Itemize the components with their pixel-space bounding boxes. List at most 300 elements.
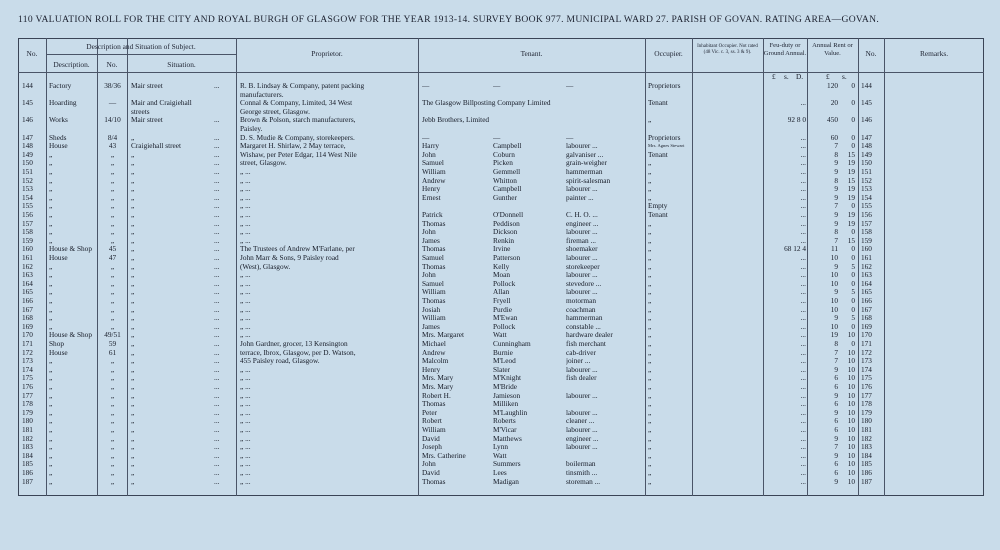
row-number-right: 180: [861, 417, 872, 426]
row-situation: „: [131, 211, 135, 219]
row-tenant-first: Patrick: [422, 211, 443, 219]
row-number: 145: [22, 99, 33, 108]
row-number: 184: [22, 451, 33, 460]
row-occupier: „: [648, 340, 652, 348]
row-number-right: 149: [861, 150, 872, 159]
row-number-right: 157: [861, 219, 872, 228]
row-occupier: „: [648, 297, 652, 305]
row-proprietor: „ ...: [240, 391, 251, 400]
row-street-number: 43: [108, 142, 117, 151]
row-situation-dots: ...: [214, 279, 220, 288]
row-tenant-last: M'Leod: [493, 357, 516, 366]
row-description: House: [49, 254, 68, 262]
row-tenant-first: William: [422, 288, 446, 297]
row-tenant-occupation: hardware dealer: [566, 331, 613, 340]
row-situation-dots: ...: [214, 374, 220, 383]
row-tenant-first: —: [422, 133, 430, 142]
row-occupier: „: [648, 288, 652, 297]
row-tenant-last: —: [493, 82, 501, 90]
row-feu: ...: [800, 202, 806, 211]
row-rent-pounds: 9: [834, 219, 838, 228]
row-tenant-last: Whitton: [493, 176, 517, 185]
row-tenant-first: Thomas: [422, 245, 446, 254]
row-number-right: 167: [861, 305, 872, 314]
row-number: 175: [22, 374, 33, 383]
row-situation: „: [131, 365, 135, 374]
row-number: 181: [22, 426, 33, 434]
row-feu: ...: [800, 211, 806, 219]
row-description: „: [49, 288, 53, 297]
row-situation-dots: ...: [214, 469, 220, 477]
row-tenant-occupation: —: [566, 133, 574, 142]
row-rent-shillings: 19: [847, 168, 855, 176]
row-tenant-first: Robert H.: [422, 391, 451, 400]
rule-feu: [807, 38, 808, 496]
row-rent-shillings: 5: [851, 288, 855, 297]
row-proprietor: R. B. Lindsay & Company, patent packing: [240, 82, 365, 90]
row-street-number: „: [110, 460, 115, 469]
feu-pence-mark: D.: [796, 73, 804, 81]
row-situation-dots: ...: [214, 228, 220, 237]
row-tenant-last: M'Bride: [493, 383, 518, 391]
row-situation-dots: ...: [214, 477, 220, 486]
row-number: 182: [22, 434, 33, 443]
row-number-right: 176: [861, 383, 872, 391]
row-street-number: „: [110, 365, 115, 374]
row-number-right: 152: [861, 176, 872, 185]
row-proprietor: „ ...: [240, 417, 251, 426]
row-description: Hoarding: [49, 99, 77, 108]
row-tenant-first: Jebb Brothers, Limited: [422, 116, 490, 125]
row-description: „: [49, 443, 53, 452]
row-rent-shillings: 15: [847, 236, 855, 245]
row-description: „: [49, 374, 53, 383]
row-tenant-occupation: boilerman: [566, 460, 596, 469]
row-situation: „: [131, 331, 135, 340]
rule-situation: [236, 38, 237, 496]
row-tenant-occupation: cab-driver: [566, 348, 596, 357]
row-situation-dots: ...: [214, 211, 220, 219]
row-description: House: [49, 348, 68, 357]
row-tenant-first: Malcolm: [422, 357, 449, 366]
rule-no-right: [884, 38, 885, 496]
row-number: 157: [22, 219, 33, 228]
row-situation-dots: ...: [214, 348, 220, 357]
row-proprietor: „ ...: [240, 314, 251, 323]
row-tenant-first: William: [422, 314, 446, 323]
row-tenant-first: James: [422, 236, 440, 245]
row-tenant-last: Lynn: [493, 443, 508, 452]
row-situation: „: [131, 150, 135, 159]
row-situation-dots: ...: [214, 365, 220, 374]
row-proprietor: „ ...: [240, 451, 251, 460]
row-street-number: „: [110, 314, 115, 323]
row-street-number: 61: [108, 348, 117, 357]
row-tenant-occupation: —: [566, 82, 574, 90]
row-occupier: „: [648, 314, 652, 323]
row-street-number: „: [110, 279, 115, 288]
row-tenant-last: Peddison: [493, 219, 520, 228]
row-proprietor: The Trustees of Andrew M'Farlane, per: [240, 245, 355, 254]
row-rent-shillings: 10: [847, 383, 855, 391]
row-occupier: „: [648, 279, 652, 288]
row-proprietor: „ ...: [240, 469, 251, 477]
row-tenant-occupation: joiner ...: [566, 357, 591, 366]
rent-pound-mark: £: [826, 73, 830, 81]
row-feu: ...: [800, 99, 806, 108]
row-proprietor: George street, Glasgow.: [240, 107, 310, 116]
row-rent-pounds: 7: [834, 236, 838, 245]
row-number: 155: [22, 202, 33, 211]
row-number: 177: [22, 391, 33, 400]
row-tenant-occupation: hammerman: [566, 168, 603, 176]
row-tenant-last: Allan: [493, 288, 510, 297]
row-number: 165: [22, 288, 33, 297]
col-header-desc-group: Description and Situation of Subject.: [86, 42, 196, 51]
row-feu: 92 8 0: [787, 116, 806, 125]
row-description: „: [49, 262, 53, 271]
row-street-number: „: [110, 426, 115, 434]
row-rent-pounds: 9: [834, 314, 838, 323]
row-situation-dots: ...: [214, 391, 220, 400]
row-proprietor: „ ...: [240, 331, 251, 340]
row-street-number: 8/4: [107, 133, 118, 142]
row-feu: ...: [800, 451, 806, 460]
row-tenant-first: David: [422, 434, 440, 443]
col-header-remarks: Remarks.: [919, 49, 949, 58]
row-number-right: 183: [861, 443, 872, 452]
row-tenant-first: Mrs. Catherine: [422, 451, 466, 460]
row-number-right: 165: [861, 288, 872, 297]
row-proprietor: D. S. Mudie & Company, storekeepers.: [240, 133, 355, 142]
row-tenant-last: Pollock: [493, 279, 516, 288]
row-tenant-first: Joseph: [422, 443, 442, 452]
row-rent-pounds: 6: [834, 400, 838, 409]
row-number: 146: [22, 116, 33, 125]
row-tenant-last: Fryell: [493, 297, 511, 305]
row-rent-pounds: 9: [834, 451, 838, 460]
row-situation-dots: ...: [214, 142, 220, 151]
row-rent-shillings: 10: [847, 460, 855, 469]
row-tenant-first: Thomas: [422, 219, 446, 228]
row-tenant-first: Mrs. Mary: [422, 374, 454, 383]
row-description: Works: [49, 116, 68, 125]
row-tenant-occupation: spirit-salesman: [566, 176, 611, 185]
row-number-right: 154: [861, 193, 872, 202]
row-situation: „: [131, 297, 135, 305]
row-tenant-first: Samuel: [422, 279, 444, 288]
row-street-number: „: [110, 193, 115, 202]
row-number: 159: [22, 236, 33, 245]
row-rent-shillings: 19: [847, 159, 855, 168]
row-tenant-last: Kelly: [493, 262, 510, 271]
row-description: „: [49, 168, 53, 176]
row-number-right: 181: [861, 426, 872, 434]
row-number: 168: [22, 314, 33, 323]
row-rent-shillings: 10: [847, 408, 855, 417]
row-description: „: [49, 202, 53, 211]
row-tenant-occupation: cleaner ...: [566, 417, 595, 426]
row-proprietor: „ ...: [240, 434, 251, 443]
row-rent-pounds: 8: [834, 176, 838, 185]
row-proprietor: „ ...: [240, 236, 251, 245]
row-proprietor: 455 Paisley road, Glasgow.: [240, 357, 320, 366]
row-situation-dots: ...: [214, 460, 220, 469]
row-description: „: [49, 185, 53, 194]
row-feu: 68 12 4: [784, 245, 806, 254]
row-occupier: „: [648, 236, 652, 245]
row-tenant-last: M'Ewan: [493, 314, 518, 323]
row-occupier: „: [648, 305, 652, 314]
row-situation: „: [131, 408, 135, 417]
row-proprietor: „ ...: [240, 365, 251, 374]
row-proprietor: „ ...: [240, 477, 251, 486]
row-situation: „: [131, 245, 135, 254]
row-situation-dots: ...: [214, 202, 220, 211]
row-tenant-last: Irvine: [493, 245, 511, 254]
row-street-number: „: [110, 434, 115, 443]
row-situation: „: [131, 228, 135, 237]
row-rent-shillings: 10: [847, 391, 855, 400]
row-proprietor: „ ...: [240, 202, 251, 211]
row-tenant-first: Peter: [422, 408, 437, 417]
row-proprietor: „ ...: [240, 185, 251, 194]
row-rent-shillings: 10: [847, 469, 855, 477]
row-situation-dots: ...: [214, 451, 220, 460]
row-proprietor: Margaret H. Shirlaw, 2 May terrace,: [240, 142, 346, 151]
row-street-number: „: [110, 236, 115, 245]
row-occupier: „: [648, 331, 652, 340]
row-occupier: „: [648, 374, 652, 383]
row-number: 172: [22, 348, 33, 357]
row-proprietor: „ ...: [240, 374, 251, 383]
row-situation-dots: ...: [214, 417, 220, 426]
row-tenant-first: John: [422, 460, 436, 469]
row-number: 154: [22, 193, 33, 202]
row-situation-dots: ...: [214, 288, 220, 297]
row-proprietor: „ ...: [240, 408, 251, 417]
row-tenant-last: M'Laughlin: [493, 408, 528, 417]
row-tenant-first: William: [422, 168, 446, 176]
row-rent-shillings: 0: [851, 340, 855, 348]
row-rent-pounds: 19: [830, 331, 838, 340]
row-number-right: 151: [861, 168, 872, 176]
row-tenant-occupation: labourer ...: [566, 142, 598, 151]
row-rent-pounds: 120: [827, 82, 838, 90]
row-rent-pounds: 9: [834, 262, 838, 271]
row-situation-dots: ...: [214, 426, 220, 434]
row-tenant-first: Michael: [422, 340, 446, 348]
row-number: 186: [22, 469, 33, 477]
row-occupier: Proprietors: [648, 82, 681, 90]
row-description: „: [49, 159, 53, 168]
row-tenant-first: William: [422, 426, 446, 434]
row-rent-pounds: 8: [834, 228, 838, 237]
row-feu: ...: [800, 297, 806, 305]
row-number: 166: [22, 297, 33, 305]
row-number-right: 182: [861, 434, 872, 443]
row-tenant-last: Purdie: [493, 305, 513, 314]
row-number: 156: [22, 211, 33, 219]
row-street-number: 49/51: [104, 331, 121, 340]
row-street-number: 14/10: [104, 116, 121, 125]
row-rent-shillings: 15: [847, 150, 855, 159]
row-rent-pounds: 9: [834, 159, 838, 168]
row-tenant-occupation: labourer ...: [566, 391, 598, 400]
row-rent-pounds: 9: [834, 408, 838, 417]
row-rent-pounds: 9: [834, 185, 838, 194]
row-occupier: „: [648, 185, 652, 194]
row-feu: ...: [800, 408, 806, 417]
row-description: „: [49, 434, 53, 443]
row-feu: ...: [800, 133, 806, 142]
row-occupier: „: [648, 193, 652, 202]
row-number-right: 177: [861, 391, 872, 400]
row-tenant-occupation: grain-weigher: [566, 159, 607, 168]
row-occupier: „: [648, 426, 652, 434]
row-rent-shillings: 0: [851, 254, 855, 262]
row-number-right: 162: [861, 262, 872, 271]
row-street-number: „: [110, 408, 115, 417]
row-situation-dots: ...: [214, 443, 220, 452]
row-rent-shillings: 0: [851, 116, 855, 125]
row-street-number: 38/36: [104, 82, 121, 90]
row-street-number: „: [110, 374, 115, 383]
row-rent-pounds: 9: [834, 434, 838, 443]
row-occupier: „: [648, 262, 652, 271]
feu-shilling-mark: s.: [784, 73, 789, 81]
row-situation-dots: ...: [214, 133, 220, 142]
row-situation: „: [131, 219, 135, 228]
row-description: „: [49, 460, 53, 469]
row-tenant-occupation: labourer ...: [566, 271, 598, 280]
feu-pound-mark: £: [772, 73, 776, 81]
row-number-right: 170: [861, 331, 872, 340]
row-feu: ...: [800, 340, 806, 348]
row-rent-pounds: 6: [834, 460, 838, 469]
rule-proprietor: [418, 38, 419, 496]
row-feu: ...: [800, 305, 806, 314]
row-description: House: [49, 142, 68, 151]
row-situation: „: [131, 434, 135, 443]
row-tenant-occupation: galvaniser ...: [566, 150, 604, 159]
row-number: 185: [22, 460, 33, 469]
row-situation: „: [131, 168, 135, 176]
row-feu: ...: [800, 236, 806, 245]
row-rent-shillings: 19: [847, 185, 855, 194]
row-feu: ...: [800, 288, 806, 297]
row-street-number: „: [110, 391, 115, 400]
row-situation-dots: ...: [214, 305, 220, 314]
row-description: „: [49, 426, 53, 434]
row-proprietor: Wishaw, per Peter Edgar, 114 West Nile: [240, 150, 357, 159]
row-feu: ...: [800, 279, 806, 288]
row-tenant-first: —: [422, 82, 430, 90]
row-description: „: [49, 322, 53, 331]
row-feu: ...: [800, 176, 806, 185]
row-feu: ...: [800, 168, 806, 176]
row-rent-shillings: 10: [847, 443, 855, 452]
row-situation: „: [131, 322, 135, 331]
row-tenant-last: Roberts: [493, 417, 516, 426]
row-occupier: „: [648, 391, 652, 400]
row-feu: ...: [800, 228, 806, 237]
row-feu: ...: [800, 219, 806, 228]
col-header-proprietor: Proprietor.: [311, 49, 343, 58]
row-proprietor: „ ...: [240, 168, 251, 176]
row-tenant-last: Summers: [493, 460, 521, 469]
rent-shilling-mark: s.: [842, 73, 847, 81]
row-rent-shillings: 19: [847, 193, 855, 202]
row-situation-dots: ...: [214, 383, 220, 391]
row-description: Factory: [49, 82, 72, 90]
row-number: 161: [22, 254, 33, 262]
row-occupier: Proprietors: [648, 133, 681, 142]
row-tenant-first: Henry: [422, 185, 441, 194]
row-feu: ...: [800, 426, 806, 434]
row-description: „: [49, 400, 53, 409]
row-proprietor: „ ...: [240, 211, 251, 219]
row-street-number: „: [110, 297, 115, 305]
row-situation-dots: ...: [214, 176, 220, 185]
row-description: „: [49, 383, 53, 391]
row-description: „: [49, 305, 53, 314]
row-proprietor: „ ...: [240, 305, 251, 314]
row-occupier: Empty: [648, 202, 668, 211]
row-street-number: 59: [108, 340, 117, 348]
row-feu: ...: [800, 434, 806, 443]
row-occupier: Tenant: [648, 211, 668, 219]
row-proprietor: „ ...: [240, 383, 251, 391]
row-tenant-last: Jamieson: [493, 391, 521, 400]
row-tenant-first: Andrew: [422, 176, 446, 185]
row-tenant-first: Thomas: [422, 262, 446, 271]
row-proprietor: „ ...: [240, 443, 251, 452]
rule-header-bottom: [18, 72, 984, 73]
col-header-occupier: Occupier.: [654, 49, 683, 58]
row-number: 170: [22, 331, 33, 340]
row-number: 176: [22, 383, 33, 391]
row-tenant-last: —: [493, 133, 501, 142]
row-description: Sheds: [49, 133, 67, 142]
row-occupier: „: [648, 408, 652, 417]
row-tenant-first: The Glasgow Billposting Company Limited: [422, 99, 551, 108]
row-number-right: 175: [861, 374, 872, 383]
row-situation-dots: ...: [214, 271, 220, 280]
row-rent-pounds: 10: [830, 254, 838, 262]
row-tenant-occupation: labourer ...: [566, 185, 598, 194]
row-number: 187: [22, 477, 33, 486]
row-street-number: „: [110, 211, 115, 219]
row-situation-dots: ...: [214, 400, 220, 409]
row-situation: „: [131, 288, 135, 297]
row-situation: „: [131, 314, 135, 323]
row-rent-pounds: 9: [834, 477, 838, 486]
row-feu: ...: [800, 185, 806, 194]
row-situation: „: [131, 176, 135, 185]
row-feu: ...: [800, 417, 806, 426]
rule-desc-group: [46, 54, 236, 55]
row-number: 174: [22, 365, 33, 374]
row-rent-pounds: 6: [834, 383, 838, 391]
row-situation-dots: ...: [214, 408, 220, 417]
row-number: 179: [22, 408, 33, 417]
col-header-rent: Annual Rent or Value.: [812, 42, 853, 57]
row-situation: „: [131, 357, 135, 366]
row-feu: ...: [800, 193, 806, 202]
row-number-right: 144: [861, 82, 872, 90]
row-tenant-last: O'Donnell: [493, 211, 524, 219]
